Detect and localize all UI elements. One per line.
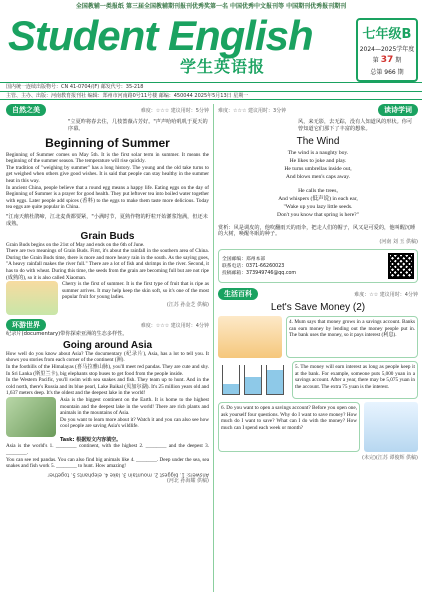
poem-line: He calls the trees, bbox=[298, 187, 338, 194]
section-tag-life: 生活百科 bbox=[218, 288, 258, 300]
task-sentence: You can see red pandas. You can also find big animals like 4. ________. Deep under the sea, sea snakes and fish work 5. ________ to hunt. How amazing! bbox=[6, 456, 209, 470]
publication-info: 国内统一连续出版物号：CN 41-0704/(F) 邮发代号：35-218 bbox=[0, 82, 422, 91]
issue-suffix: 期 bbox=[395, 57, 402, 64]
poem-line: Don't you know that spring is here?" bbox=[277, 211, 359, 218]
issue-prefix: 第 bbox=[372, 57, 379, 64]
beaker-icon bbox=[266, 365, 284, 395]
paragraph: 4. Mum says that money grows in a savings account. Banks can earn money by lending out the money people put in. The bank uses the money, so it pays interest (利息). bbox=[289, 319, 415, 339]
section-tag-nature: 自然之美 bbox=[6, 104, 46, 116]
cherry-illustration bbox=[6, 281, 58, 315]
top-honors-line: 全国教辅一类报纸 第三届全国教辅期刊报刊优秀奖第一名 中国优秀中文报刊等 中国期刊优秀报刊期刊 bbox=[75, 3, 347, 10]
section-tag-poem: 读诗学词 bbox=[378, 104, 418, 116]
left-column bbox=[6, 104, 209, 484]
beaker-water bbox=[267, 370, 283, 395]
grain-buds-intro: "江南天鹅杜鹃啼，江北麦黄都要紧，"小满时节，夏熟作物的籽粒开始灌浆饱满，但还未成熟。 bbox=[6, 213, 208, 227]
contact-line: 投稿邮箱：373949746@qq.com bbox=[222, 270, 297, 276]
money-row-1 bbox=[218, 316, 418, 358]
difficulty-meta: 难度：☆☆☆ 建议用时：3分钟 bbox=[218, 107, 287, 114]
article-title-grain-buds: Grain Buds bbox=[80, 230, 135, 242]
publisher-info: 主管、主办、出版：河南教育报刊社 编辑：郑州市河南路0号11号楼 邮编：450044 2025年5月13日 星期一 bbox=[0, 91, 422, 100]
red-panda-illustration bbox=[6, 397, 56, 437]
poem-appreciation: 赏析：风是调皮的，他吹翻雨天的雨伞，把走人们的帽子，风又是可爱的，他叫醒沉睡的大树，唤醒冬眠的种子。 bbox=[218, 224, 416, 238]
issue-value: 37 bbox=[380, 55, 394, 65]
piggy-bank-illustration bbox=[218, 316, 282, 358]
difficulty-meta: 难度：☆☆☆ 建议用时：4分钟 bbox=[140, 322, 209, 329]
contact-line: 联系电话：0371-66260023 bbox=[222, 263, 285, 269]
beaker-water bbox=[223, 384, 239, 394]
poem-line: He likes to joke and play. bbox=[289, 157, 347, 164]
section-tag-world: 环游世界 bbox=[6, 319, 46, 331]
school-year: 2024—2025学年度 bbox=[359, 46, 415, 53]
issue-box bbox=[356, 18, 418, 82]
total-issue: 总第 966 期 bbox=[370, 69, 404, 76]
paragraph: 5. The money will earn interest as long as people keep it at the bank. For example, someone puts 5,000 yuan in a savings account. After a year, there may be 5,075 yuan in the account. The extra 75 yuan is the interest. bbox=[295, 364, 415, 390]
beakers-illustration bbox=[218, 361, 288, 399]
poem-line: The wind is a naughty boy. bbox=[287, 149, 349, 156]
money-row-2 bbox=[218, 361, 418, 399]
credit: (河南 刘 玉 供稿) bbox=[379, 239, 418, 246]
qr-code-icon bbox=[388, 253, 414, 279]
paragraph: Beginning of Summer comes on May 5th. It is the first solar term in summer. It means the beginning of the summer season. The temperature will rise quickly. bbox=[6, 151, 209, 165]
article-title-asia: Going around Asia bbox=[62, 339, 153, 351]
credit: (河北 孙海耀 供稿) bbox=[166, 478, 209, 485]
article-title-money: Let's Save Money (2) bbox=[270, 302, 366, 314]
poem-line: And blows men's caps away. bbox=[285, 173, 351, 180]
beaker-icon bbox=[222, 365, 240, 395]
poem-line: And whispers (低声说) in each ear, bbox=[278, 195, 358, 202]
contact-line: 全国邮编：郑州本部 bbox=[222, 256, 266, 262]
article-title-summer: Beginning of Summer bbox=[45, 135, 170, 150]
contact-box bbox=[218, 249, 418, 283]
column-divider bbox=[213, 104, 214, 592]
beaker-water bbox=[245, 377, 261, 394]
beaker-icon bbox=[244, 365, 262, 395]
paragraph: Grain Buds begins on the 21st of May and ends on the 6th of June. bbox=[6, 241, 145, 248]
paragraph: There are two meanings of Grain Buds. First, it's about the rainfall in the southern area of China. During the Grain Buds time, there is more and more heavy rain in the south. As the saying goes, "A heavy rainfall makes the river full." There are a lot of fish and shrimps in the river. Second, it has to do with wheat. During this time, the seeds from the grain are becoming full but are not ripe (成熟的), so it is also called Xiaoman. bbox=[6, 248, 209, 281]
poem-body bbox=[218, 149, 418, 219]
kid-saving-illustration bbox=[364, 402, 418, 452]
task-answers: Answers: 1. biggest 2. mountain 3. lake 4. elephants 5. together bbox=[47, 471, 209, 478]
difficulty-meta: 难度：☆☆☆ 建议用时：5分钟 bbox=[140, 107, 209, 114]
money-row-3 bbox=[218, 402, 418, 452]
paragraph: In ancient China, people believe that a round egg means a happy life. Eating eggs on the day of Beginning of Summer is a prayer for good health. They put leftover tea into boiled water together with eggs. Later people add spices (香料) to the eggs to make them taste more delicious. Today tea eggs are quite popular in China. bbox=[6, 184, 209, 211]
intro-quote: 纪录片(documentary)带你探索亚洲的生态多样性。 bbox=[6, 331, 128, 338]
credit: (江苏 孙金芝 供稿) bbox=[166, 301, 209, 308]
brand-chinese: 学生英语报 bbox=[180, 57, 266, 76]
paragraph: In the Western Pacific, you'll swim with sea snakes and fish. They team up to hunt. And in the cold north, there's Russia and its blue pearl, Lake Baikal (贝加尔湖). It's 25 million years old and 1,637 meters deep. It's the oldest and the deepest lake in the world! bbox=[6, 377, 209, 397]
poem-line: He turns umbrellas inside out, bbox=[284, 165, 352, 172]
paragraph: Do you want to learn more about it? Watch it and you can also see how cool people are saving Asia's wildlife. bbox=[60, 416, 209, 430]
paragraph: In the foothills of the Himalayas (喜马拉雅山脉), you'll meet red pandas. They are cute and shy. In Sri Lanka (斯里兰卡), big elephants stop buses to get food from the people inside. bbox=[6, 364, 209, 377]
paragraph: 6. Do you want to open a savings account? Before you open one, ask yourself four questions. Why do I want to save money? How much do I want to save? What can I do with the money? How much can I spend each week or month? bbox=[221, 405, 357, 431]
grade-label: 七年级B bbox=[362, 27, 412, 42]
difficulty-meta: 难度：☆☆ 建议用时：4分钟 bbox=[354, 291, 418, 298]
right-column bbox=[218, 104, 418, 461]
paragraph: How well do you know about Asia? The documentary (纪录片), Asia, has a lot to tell you. It shows you stories from each corner of the continent (洲). bbox=[6, 350, 209, 364]
issue-number bbox=[358, 55, 416, 65]
paragraph: The tradition of "weighing by summer" has a long history. The young and the old take turns to get weighed when others give good wishes. It is said that people can stay healthy in the summer heat in this way. bbox=[6, 164, 209, 184]
intro-quote: "立夏昨将春去住，几枝蔷薇占芳好。"声声哈哈叽叽于夏天的序幕。 bbox=[68, 119, 208, 132]
brand-logo: Student English bbox=[8, 12, 313, 59]
poem-intro: 风，来无影，去无踪，没有人知道风的形状。你可曾知道它们那下了丰富的想象。 bbox=[298, 119, 413, 132]
poem-line: "Wake up you lazy little seeds. bbox=[283, 203, 353, 210]
task-sentence: Asia is the world's 1. ________ continent, with the highest 2. ________ and the deepest 3. ________. bbox=[6, 443, 209, 457]
poem-title: The Wind bbox=[296, 135, 340, 147]
task-label: Task: 根据短文内容填空。 bbox=[60, 437, 122, 444]
paragraph: Asia is the biggest continent on the Earth. It is home to the highest mountain and the deepest lake in the world! There are rich plants and animals in the mountains of Asia. bbox=[60, 397, 209, 417]
credit: (未完)(江苏 谭俊辉 供稿) bbox=[362, 455, 418, 462]
paragraph: Cherry is the first of summer. It is the first type of fruit that is ripe as summer arrives. It may help keep the skin soft, so it's one of the most popular fruit for young ladies. bbox=[62, 281, 209, 301]
